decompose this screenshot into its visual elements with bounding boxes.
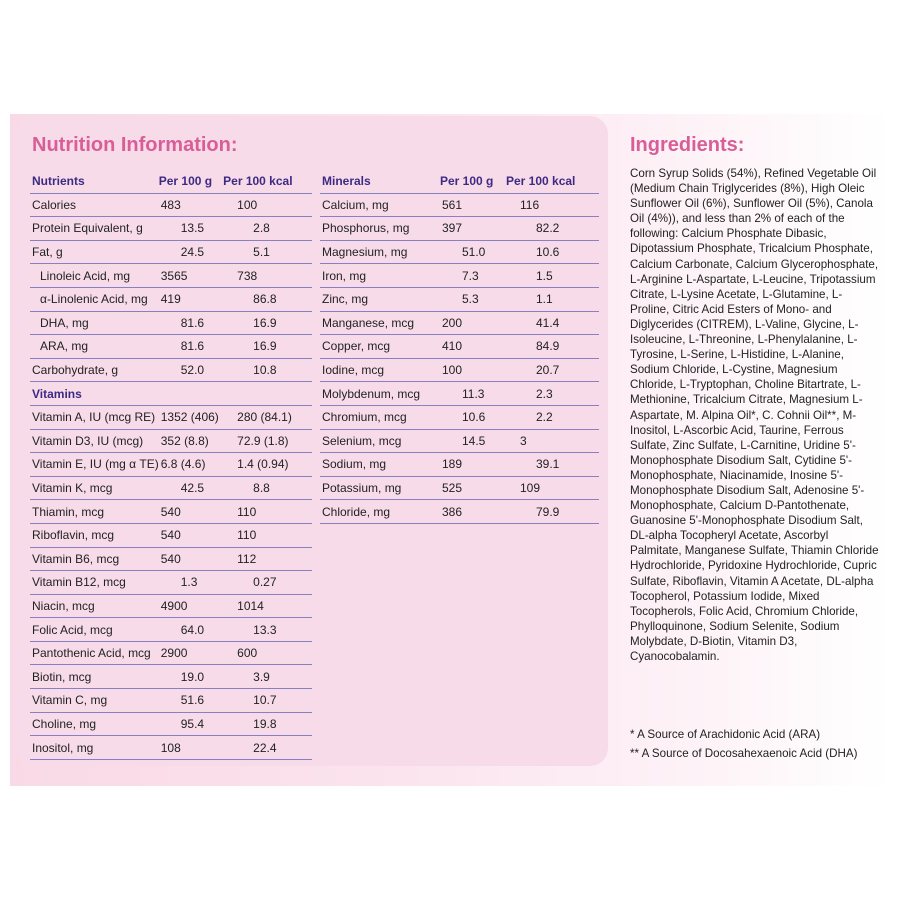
table-row bbox=[320, 287, 599, 311]
per-100kcal-value: 600 bbox=[223, 641, 312, 665]
per-100kcal-header: Per 100 kcal bbox=[506, 170, 599, 193]
minerals-header: Minerals bbox=[320, 170, 440, 193]
nutrient-name: Niacin, mcg bbox=[30, 594, 159, 618]
table-row bbox=[30, 712, 312, 736]
per-100kcal-value: 10.8 bbox=[223, 358, 312, 382]
nutrient-name: Choline, mg bbox=[30, 712, 159, 736]
nutrient-name: Chromium, mcg bbox=[320, 405, 440, 429]
per-100kcal-value: 20.7 bbox=[506, 358, 599, 382]
nutrients-header: Nutrients bbox=[30, 170, 159, 193]
nutrient-name: Vitamin B6, mcg bbox=[30, 547, 159, 571]
per-100kcal-value: 1.4 (0.94) bbox=[223, 453, 312, 477]
per-100kcal-value: 16.9 bbox=[223, 335, 312, 359]
per-100kcal-value: 86.8 bbox=[223, 287, 312, 311]
per-100kcal-value: 2.8 bbox=[223, 217, 312, 241]
nutrient-name: Selenium, mcg bbox=[320, 429, 440, 453]
per-100kcal-value: 72.9 (1.8) bbox=[223, 429, 312, 453]
nutrients-table bbox=[30, 170, 312, 760]
nutrient-name: Iodine, mcg bbox=[320, 358, 440, 382]
table-row bbox=[30, 689, 312, 713]
per-100kcal-value: 10.7 bbox=[223, 689, 312, 713]
per-100kcal-value: 5.1 bbox=[223, 240, 312, 264]
per-100kcal-value: 1014 bbox=[223, 594, 312, 618]
per-100kcal-value: 0.27 bbox=[223, 571, 312, 595]
per-100g-value: 525 bbox=[440, 476, 506, 500]
per-100g-value: 4900 bbox=[159, 594, 223, 618]
per-100g-value: 108 bbox=[159, 736, 223, 760]
per-100g-value: 14.5 bbox=[440, 429, 506, 453]
per-100kcal-value: 16.9 bbox=[223, 311, 312, 335]
per-100kcal-value: 280 (84.1) bbox=[223, 405, 312, 429]
table-row bbox=[30, 736, 312, 760]
table-row bbox=[320, 240, 599, 264]
per-100kcal-value: 39.1 bbox=[506, 453, 599, 477]
per-100g-value: 81.6 bbox=[159, 311, 223, 335]
ingredients-text bbox=[630, 166, 880, 664]
table-row bbox=[320, 311, 599, 335]
per-100kcal-value: 109 bbox=[506, 476, 599, 500]
table-row bbox=[320, 335, 599, 359]
per-100kcal-value: 3 bbox=[506, 429, 599, 453]
ingredients-list: Corn Syrup Solids (54%), Refined Vegetable Oil (Medium Chain Triglycerides (8%), High Oleic Sunflower Oil (6%), Sunflower Oil (5%), Canola Oil (4%)), and less than 2% of each of the following: Calcium Phosphate Dibasic, Dipotassium Phosphate, Tricalcium Phosphate, Calcium Carbonate, Calcium Glycerophosphate, L-Arginine L-Aspartate, L-Leucine, Tripotassium Citrate, L-Lysine Acetate, L-Glutamine, L-Proline, Citric Acid Esters of Mono- and Diglycerides (CITREM), L-Valine, Glycine, L-Isoleucine, L-Threonine, L-Phenylalanine, L-Tyrosine, L-Serine, L-Histidine, L-Alanine, Sodium Chloride, L-Cystine, Magnesium Chloride, L-Tryptophan, Choline Bitartrate, L-Methionine, Tricalcium Citrate, Magnesium L-Aspartate, M. Alpina Oil*, C. Cohnii Oil**, M-Inositol, L-Ascorbic Acid, Taurine, Ferrous Sulfate, Zinc Sulfate, L-Carnitine, Uridine 5'-Monophosphate Disodium Salt, Cytidine 5'-Monophosphate, Niacinamide, Inosine 5'-Monophosphate Disodium Salt, Adenosine 5'-Monophosphate, Calcium D-Pantothenate, Guanosine 5'-Monophosphate Disodium Salt, DL-alpha Tocopheryl Acetate, Ascorbyl Palmitate, Manganese Sulfate, Thiamin Chloride Hydrochloride, Pyridoxine Hydrochloride, Cupric Sulfate, Riboflavin, Vitamin A Acetate, DL-alpha Tocopherol, Potassium Iodide, Mixed Tocopherols, Folic Acid, Chromium Chloride, Phylloquinone, Sodium Selenite, Sodium Molybdate, D-Biotin, Vitamin D3, Cyanocobalamin. bbox=[630, 167, 879, 663]
per-100g-value: 386 bbox=[440, 500, 506, 524]
per-100g-value: 397 bbox=[440, 217, 506, 241]
nutrient-name: Zinc, mg bbox=[320, 287, 440, 311]
table-row bbox=[320, 358, 599, 382]
per-100kcal-value: 22.4 bbox=[223, 736, 312, 760]
per-100g-value: 52.0 bbox=[159, 358, 223, 382]
table-row bbox=[30, 217, 312, 241]
per-100g-value: 11.3 bbox=[440, 382, 506, 406]
per-100g-value: 13.5 bbox=[159, 217, 223, 241]
table-row bbox=[30, 240, 312, 264]
per-100kcal-value: 110 bbox=[223, 523, 312, 547]
nutrient-name: Manganese, mcg bbox=[320, 311, 440, 335]
per-100g-value: 352 (8.8) bbox=[159, 429, 223, 453]
nutrient-name: Phosphorus, mg bbox=[320, 217, 440, 241]
per-100kcal-value: 1.5 bbox=[506, 264, 599, 288]
per-100g-value: 189 bbox=[440, 453, 506, 477]
section-row bbox=[30, 382, 312, 406]
footnote-dha: ** A Source of Docosahexaenoic Acid (DHA) bbox=[630, 747, 858, 760]
table-row bbox=[30, 405, 312, 429]
nutrition-title: Nutrition Information: bbox=[32, 134, 238, 156]
per-100kcal-value: 82.2 bbox=[506, 217, 599, 241]
per-100kcal-value: 100 bbox=[223, 193, 312, 217]
nutrient-name: Vitamin C, mg bbox=[30, 689, 159, 713]
per-100kcal-value: 112 bbox=[223, 547, 312, 571]
per-100kcal-value bbox=[223, 382, 312, 406]
nutrient-name: Folic Acid, mcg bbox=[30, 618, 159, 642]
nutrient-name: Vitamin D3, IU (mcg) bbox=[30, 429, 159, 453]
footnote-ara: * A Source of Arachidonic Acid (ARA) bbox=[630, 728, 821, 741]
per-100g-value: 410 bbox=[440, 335, 506, 359]
per-100g-value bbox=[159, 382, 223, 406]
per-100g-value: 10.6 bbox=[440, 405, 506, 429]
nutrient-name: Magnesium, mg bbox=[320, 240, 440, 264]
nutrient-name: Sodium, mg bbox=[320, 453, 440, 477]
nutrient-name: Biotin, mcg bbox=[30, 665, 159, 689]
per-100g-value: 7.3 bbox=[440, 264, 506, 288]
per-100g-value: 561 bbox=[440, 193, 506, 217]
table-row bbox=[30, 641, 312, 665]
per-100g-value: 64.0 bbox=[159, 618, 223, 642]
per-100g-value: 6.8 (4.6) bbox=[159, 453, 223, 477]
per-100g-value: 1.3 bbox=[159, 571, 223, 595]
nutrient-name: Fat, g bbox=[30, 240, 159, 264]
nutrient-name: ARA, mg bbox=[30, 335, 159, 359]
table-row bbox=[320, 264, 599, 288]
table-row bbox=[320, 217, 599, 241]
table-row bbox=[320, 193, 599, 217]
table-row bbox=[30, 311, 312, 335]
per-100g-value: 540 bbox=[159, 523, 223, 547]
table-row bbox=[320, 429, 599, 453]
table-row bbox=[320, 453, 599, 477]
table-row bbox=[30, 618, 312, 642]
table-row bbox=[320, 500, 599, 524]
per-100kcal-value: 84.9 bbox=[506, 335, 599, 359]
table-row bbox=[30, 476, 312, 500]
table-row bbox=[30, 594, 312, 618]
table-row bbox=[30, 500, 312, 524]
nutrient-name: Vitamins bbox=[30, 382, 159, 406]
table-row bbox=[30, 193, 312, 217]
per-100g-value: 51.0 bbox=[440, 240, 506, 264]
per-100kcal-value: 8.8 bbox=[223, 476, 312, 500]
per-100g-value: 19.0 bbox=[159, 665, 223, 689]
nutrient-name: Potassium, mg bbox=[320, 476, 440, 500]
per-100kcal-header: Per 100 kcal bbox=[223, 170, 312, 193]
table-row bbox=[30, 453, 312, 477]
per-100kcal-value: 79.9 bbox=[506, 500, 599, 524]
minerals-table bbox=[320, 170, 599, 524]
per-100kcal-value: 738 bbox=[223, 264, 312, 288]
nutrient-name: Vitamin B12, mcg bbox=[30, 571, 159, 595]
nutrient-name: Iron, mg bbox=[320, 264, 440, 288]
per-100g-header: Per 100 g bbox=[440, 170, 506, 193]
per-100kcal-value: 1.1 bbox=[506, 287, 599, 311]
per-100kcal-value: 13.3 bbox=[223, 618, 312, 642]
per-100g-value: 200 bbox=[440, 311, 506, 335]
per-100kcal-value: 10.6 bbox=[506, 240, 599, 264]
nutrient-name: Molybdenum, mcg bbox=[320, 382, 440, 406]
per-100g-value: 5.3 bbox=[440, 287, 506, 311]
nutrient-name: Protein Equivalent, g bbox=[30, 217, 159, 241]
ingredients-title: Ingredients: bbox=[630, 134, 745, 156]
per-100g-value: 51.6 bbox=[159, 689, 223, 713]
per-100g-value: 419 bbox=[159, 287, 223, 311]
per-100g-value: 3565 bbox=[159, 264, 223, 288]
per-100kcal-value: 3.9 bbox=[223, 665, 312, 689]
per-100g-value: 100 bbox=[440, 358, 506, 382]
per-100g-value: 42.5 bbox=[159, 476, 223, 500]
per-100g-value: 540 bbox=[159, 500, 223, 524]
table-row bbox=[30, 547, 312, 571]
nutrient-name: Vitamin E, IU (mg α TE) bbox=[30, 453, 159, 477]
table-row bbox=[30, 358, 312, 382]
table-row bbox=[320, 405, 599, 429]
nutrient-name: Carbohydrate, g bbox=[30, 358, 159, 382]
per-100g-value: 24.5 bbox=[159, 240, 223, 264]
nutrient-name: Riboflavin, mcg bbox=[30, 523, 159, 547]
nutrient-name: Vitamin A, IU (mcg RE) bbox=[30, 405, 159, 429]
nutrient-name: α-Linolenic Acid, mg bbox=[30, 287, 159, 311]
per-100g-header: Per 100 g bbox=[159, 170, 223, 193]
nutrient-name: Copper, mcg bbox=[320, 335, 440, 359]
per-100g-value: 483 bbox=[159, 193, 223, 217]
nutrient-name: Linoleic Acid, mg bbox=[30, 264, 159, 288]
table-row bbox=[30, 523, 312, 547]
table-row bbox=[30, 287, 312, 311]
table-row bbox=[30, 264, 312, 288]
table-row bbox=[30, 665, 312, 689]
table-row bbox=[320, 476, 599, 500]
per-100kcal-value: 19.8 bbox=[223, 712, 312, 736]
nutrient-name: Calories bbox=[30, 193, 159, 217]
per-100g-value: 1352 (406) bbox=[159, 405, 223, 429]
nutrient-name: Pantothenic Acid, mcg bbox=[30, 641, 159, 665]
nutrient-name: Inositol, mg bbox=[30, 736, 159, 760]
per-100kcal-value: 41.4 bbox=[506, 311, 599, 335]
table-row bbox=[30, 429, 312, 453]
per-100kcal-value: 2.2 bbox=[506, 405, 599, 429]
per-100kcal-value: 2.3 bbox=[506, 382, 599, 406]
table-row bbox=[30, 571, 312, 595]
table-row bbox=[30, 335, 312, 359]
nutrient-name: Thiamin, mcg bbox=[30, 500, 159, 524]
table-row bbox=[320, 382, 599, 406]
per-100g-value: 2900 bbox=[159, 641, 223, 665]
nutrient-name: Calcium, mg bbox=[320, 193, 440, 217]
nutrient-name: Vitamin K, mcg bbox=[30, 476, 159, 500]
per-100g-value: 81.6 bbox=[159, 335, 223, 359]
per-100kcal-value: 110 bbox=[223, 500, 312, 524]
per-100g-value: 95.4 bbox=[159, 712, 223, 736]
nutrient-name: Chloride, mg bbox=[320, 500, 440, 524]
per-100kcal-value: 116 bbox=[506, 193, 599, 217]
per-100g-value: 540 bbox=[159, 547, 223, 571]
nutrient-name: DHA, mg bbox=[30, 311, 159, 335]
